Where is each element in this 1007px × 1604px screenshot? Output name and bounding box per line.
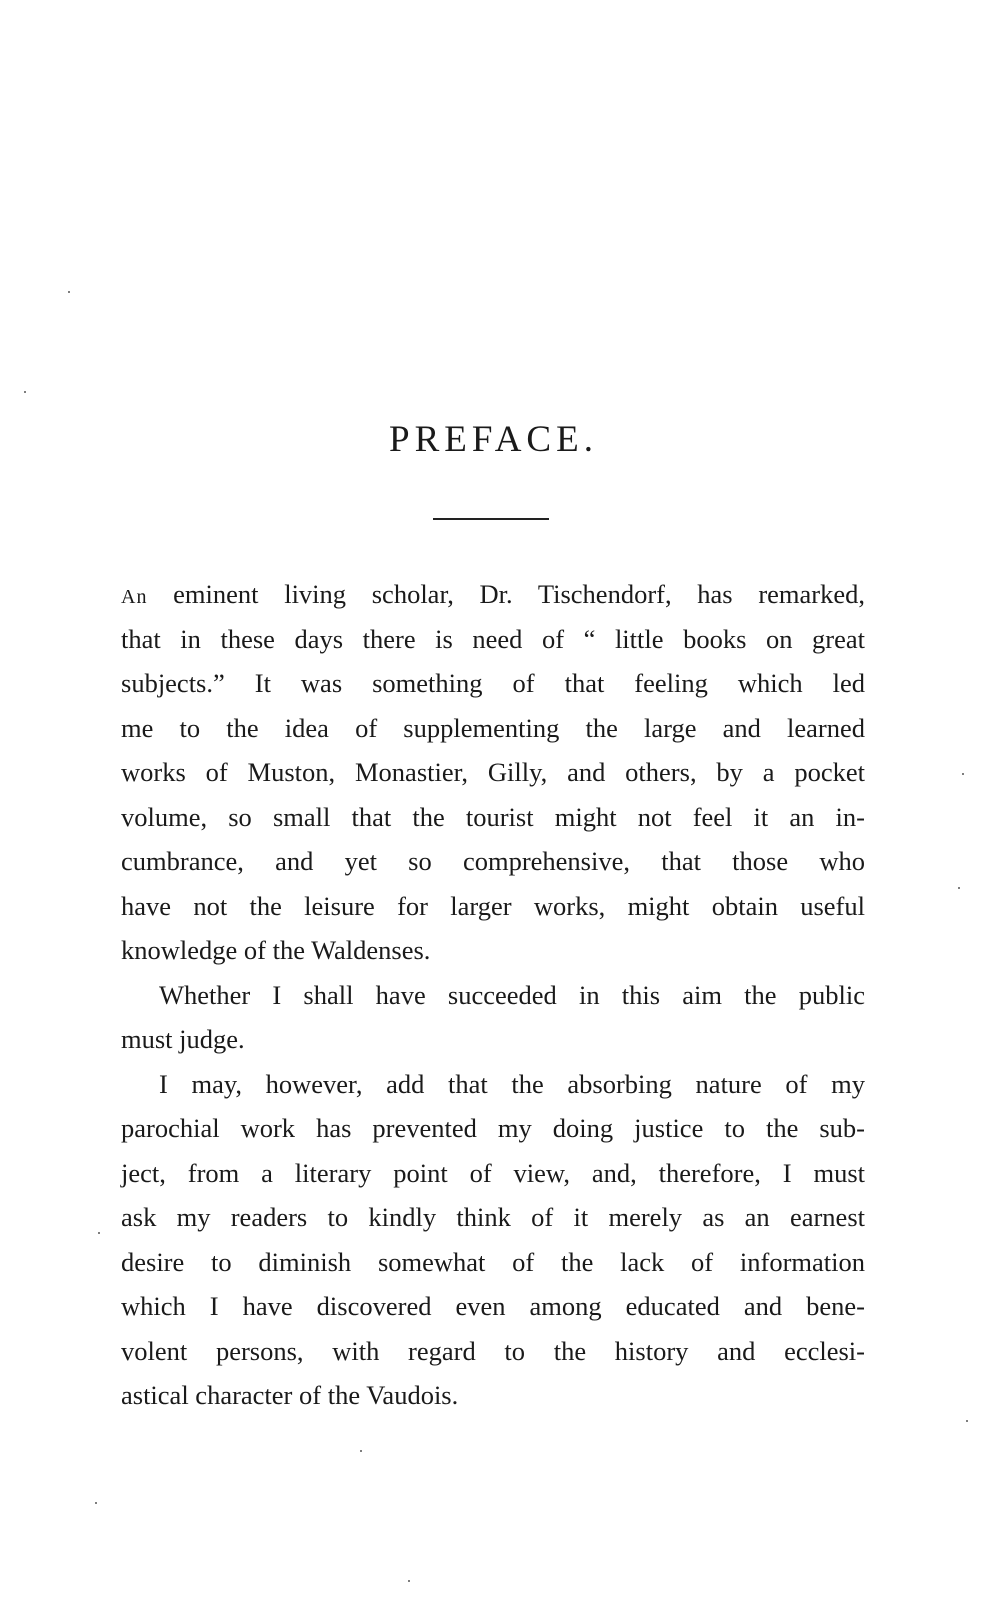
paragraph-1-line-1: An eminent living scholar, Dr. Tischendorf, has remarked, xyxy=(121,579,865,609)
paragraph-1-line-7: cumbrance, and yet so comprehensive, that those who xyxy=(121,846,865,876)
paragraph-3-line-2: parochial work has prevented my doing justice to the sub- xyxy=(121,1113,865,1143)
dropcap: An xyxy=(121,586,148,608)
scan-speck xyxy=(360,1450,362,1452)
scan-speck xyxy=(24,391,26,393)
paragraph-3-line-3: ject, from a literary point of view, and, therefore, I must xyxy=(121,1157,865,1188)
paragraph-3-line-1: I may, however, add that the absorbing nature of my xyxy=(159,1068,865,1099)
scan-speck xyxy=(958,887,960,889)
title-rule xyxy=(433,518,549,520)
paragraph-1-line-6: volume, so small that the tourist might not feel it an in- xyxy=(121,801,865,832)
paragraph-1-line-9: knowledge of the Waldenses. xyxy=(121,935,431,965)
page-title: PREFACE. xyxy=(389,419,598,460)
paragraph-2-line-1: Whether I shall have succeeded in this aim the public xyxy=(159,979,865,1010)
scan-speck xyxy=(962,773,964,775)
paragraph-3-line-6: which I have discovered even among educated and bene- xyxy=(121,1291,865,1321)
scan-speck xyxy=(98,1232,100,1234)
paragraph-1-line-5: works of Muston, Monastier, Gilly, and others, by a pocket xyxy=(121,757,865,787)
paragraph-3-line-5: desire to diminish somewhat of the lack of information xyxy=(121,1246,865,1277)
paragraph-3-line-7: volent persons, with regard to the history and ecclesi- xyxy=(121,1335,865,1366)
paragraph-1-line-2: that in these days there is need of “ little books on great xyxy=(121,623,865,654)
scan-speck xyxy=(95,1502,97,1504)
scan-speck xyxy=(966,1420,968,1422)
paragraph-2-line-2: must judge. xyxy=(121,1024,245,1054)
paragraph-1-line-8: have not the leisure for larger works, might obtain useful xyxy=(121,890,865,921)
scan-speck xyxy=(408,1580,410,1582)
paragraph-1-line-4: me to the idea of supplementing the large and learned xyxy=(121,712,865,743)
paragraph-3-line-8: astical character of the Vaudois. xyxy=(121,1380,459,1410)
preface-text xyxy=(121,572,865,1418)
paragraph-3-line-4: ask my readers to kindly think of it merely as an earnest xyxy=(121,1202,865,1232)
scan-speck xyxy=(68,291,70,293)
paragraph-1-line-3: subjects.” It was something of that feeling which led xyxy=(121,668,865,698)
